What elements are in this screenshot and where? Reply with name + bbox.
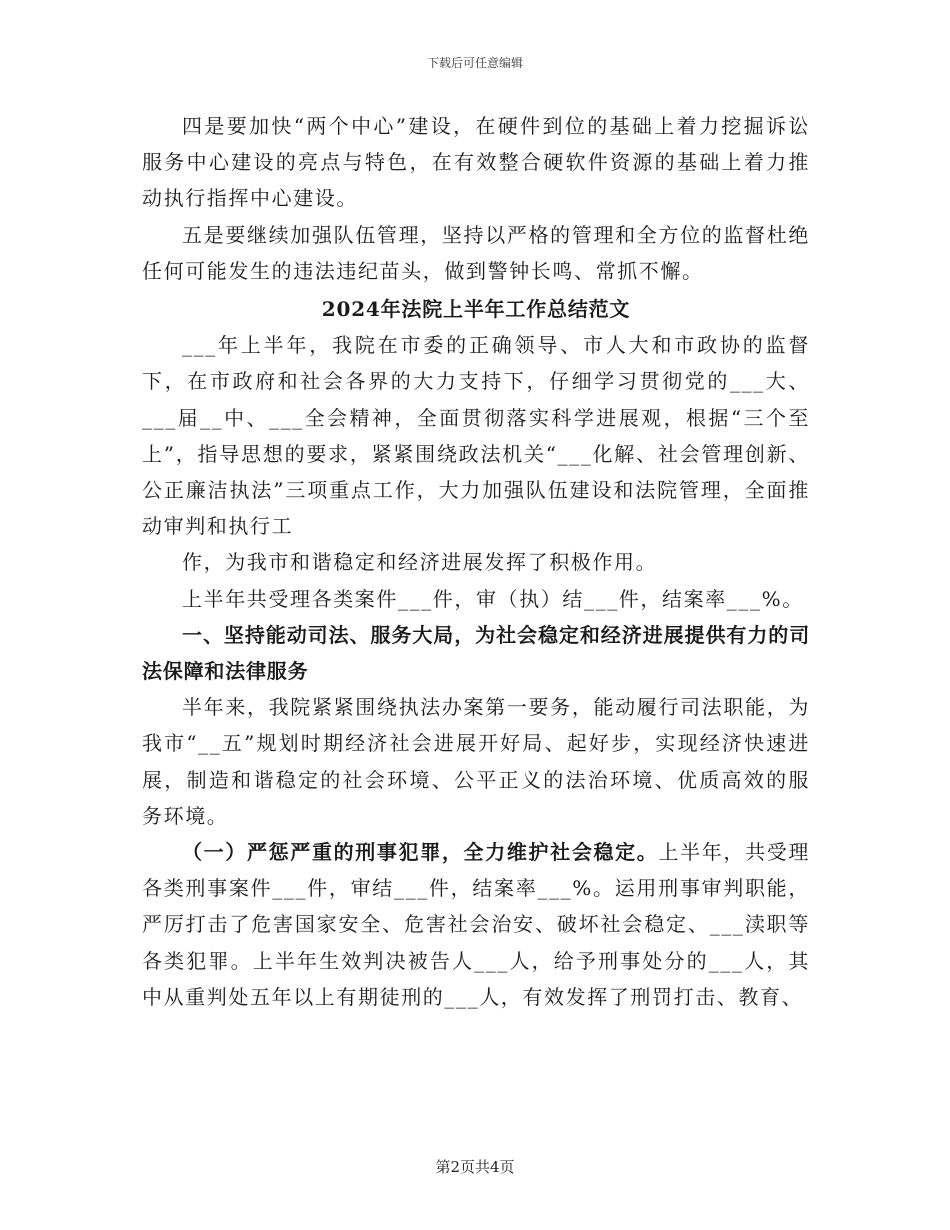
subheading-criminal: （一）严惩严重的刑事犯罪，全力维护社会稳定。 bbox=[182, 840, 659, 865]
document-body bbox=[142, 108, 810, 1015]
paragraph-case-stats: 上半年共受理各类案件___件，审（执）结___件，结案率___%。 bbox=[182, 586, 804, 611]
document-title: 2024年法院上半年工作总结范文 bbox=[321, 297, 631, 322]
page-header: 下载后可任意编辑 bbox=[426, 56, 523, 70]
paragraph-team-management: 五是要继续加强队伍管理，坚持以严格的管理和全方位的监督杜绝任何可能发生的违法违纪苗头，做到警钟长鸣、常抓不懈。 bbox=[142, 222, 810, 283]
section-heading-1: 一、坚持能动司法、服务大局，为社会稳定和经济进展提供有力的司法保障和法律服务 bbox=[142, 622, 810, 684]
paragraph-criminal-body: 上半年，共受理各类刑事案件___件，审结___件，结案率___%。运用刑事审判职能，严厉打击了危害国家安全、危害社会治安、破坏社会稳定、___渎职等各类犯罪。上半年生效判决被告人___人，给予刑事处分的___人，其中从重判处五年以上有期徒刑的___人，有效发挥了刑罚打击、教育、 bbox=[142, 840, 810, 1009]
page-footer: 第2页共4页 bbox=[435, 1158, 515, 1176]
paragraph-half-year-work: 半年来，我院紧紧围绕执法办案第一要务，能动履行司法职能，为我市“__五”规划时期经济社会进展开好局、起好步，实现经济快速进展，制造和谐稳定的社会环境、公平正义的法治环境、优质高效的服务环境。 bbox=[142, 695, 810, 828]
paragraph-intro-continued: 作，为我市和谐稳定和经济进展发挥了积极作用。 bbox=[182, 550, 658, 575]
paragraph-intro: ___年上半年，我院在市委的正确领导、市人大和市政协的监督下，在市政府和社会各界的大力支持下，仔细学习贯彻党的___大、___届__中、___全会精神，全面贯彻落实科学进展观，根据“三个至上”，指导思想的要求，紧紧围绕政法机关“___化解、社会管理创新、公正廉洁执法”三项重点工作，大力加强队伍建设和法院管理，全面推动审判和执行工 bbox=[142, 333, 810, 539]
paragraph-criminal-cases bbox=[142, 834, 810, 1015]
paragraph-two-centers: 四是要加快“两个中心”建设，在硬件到位的基础上着力挖掘诉讼服务中心建设的亮点与特色，在有效整合硬软件资源的基础上着力推动执行指挥中心建设。 bbox=[142, 114, 810, 211]
